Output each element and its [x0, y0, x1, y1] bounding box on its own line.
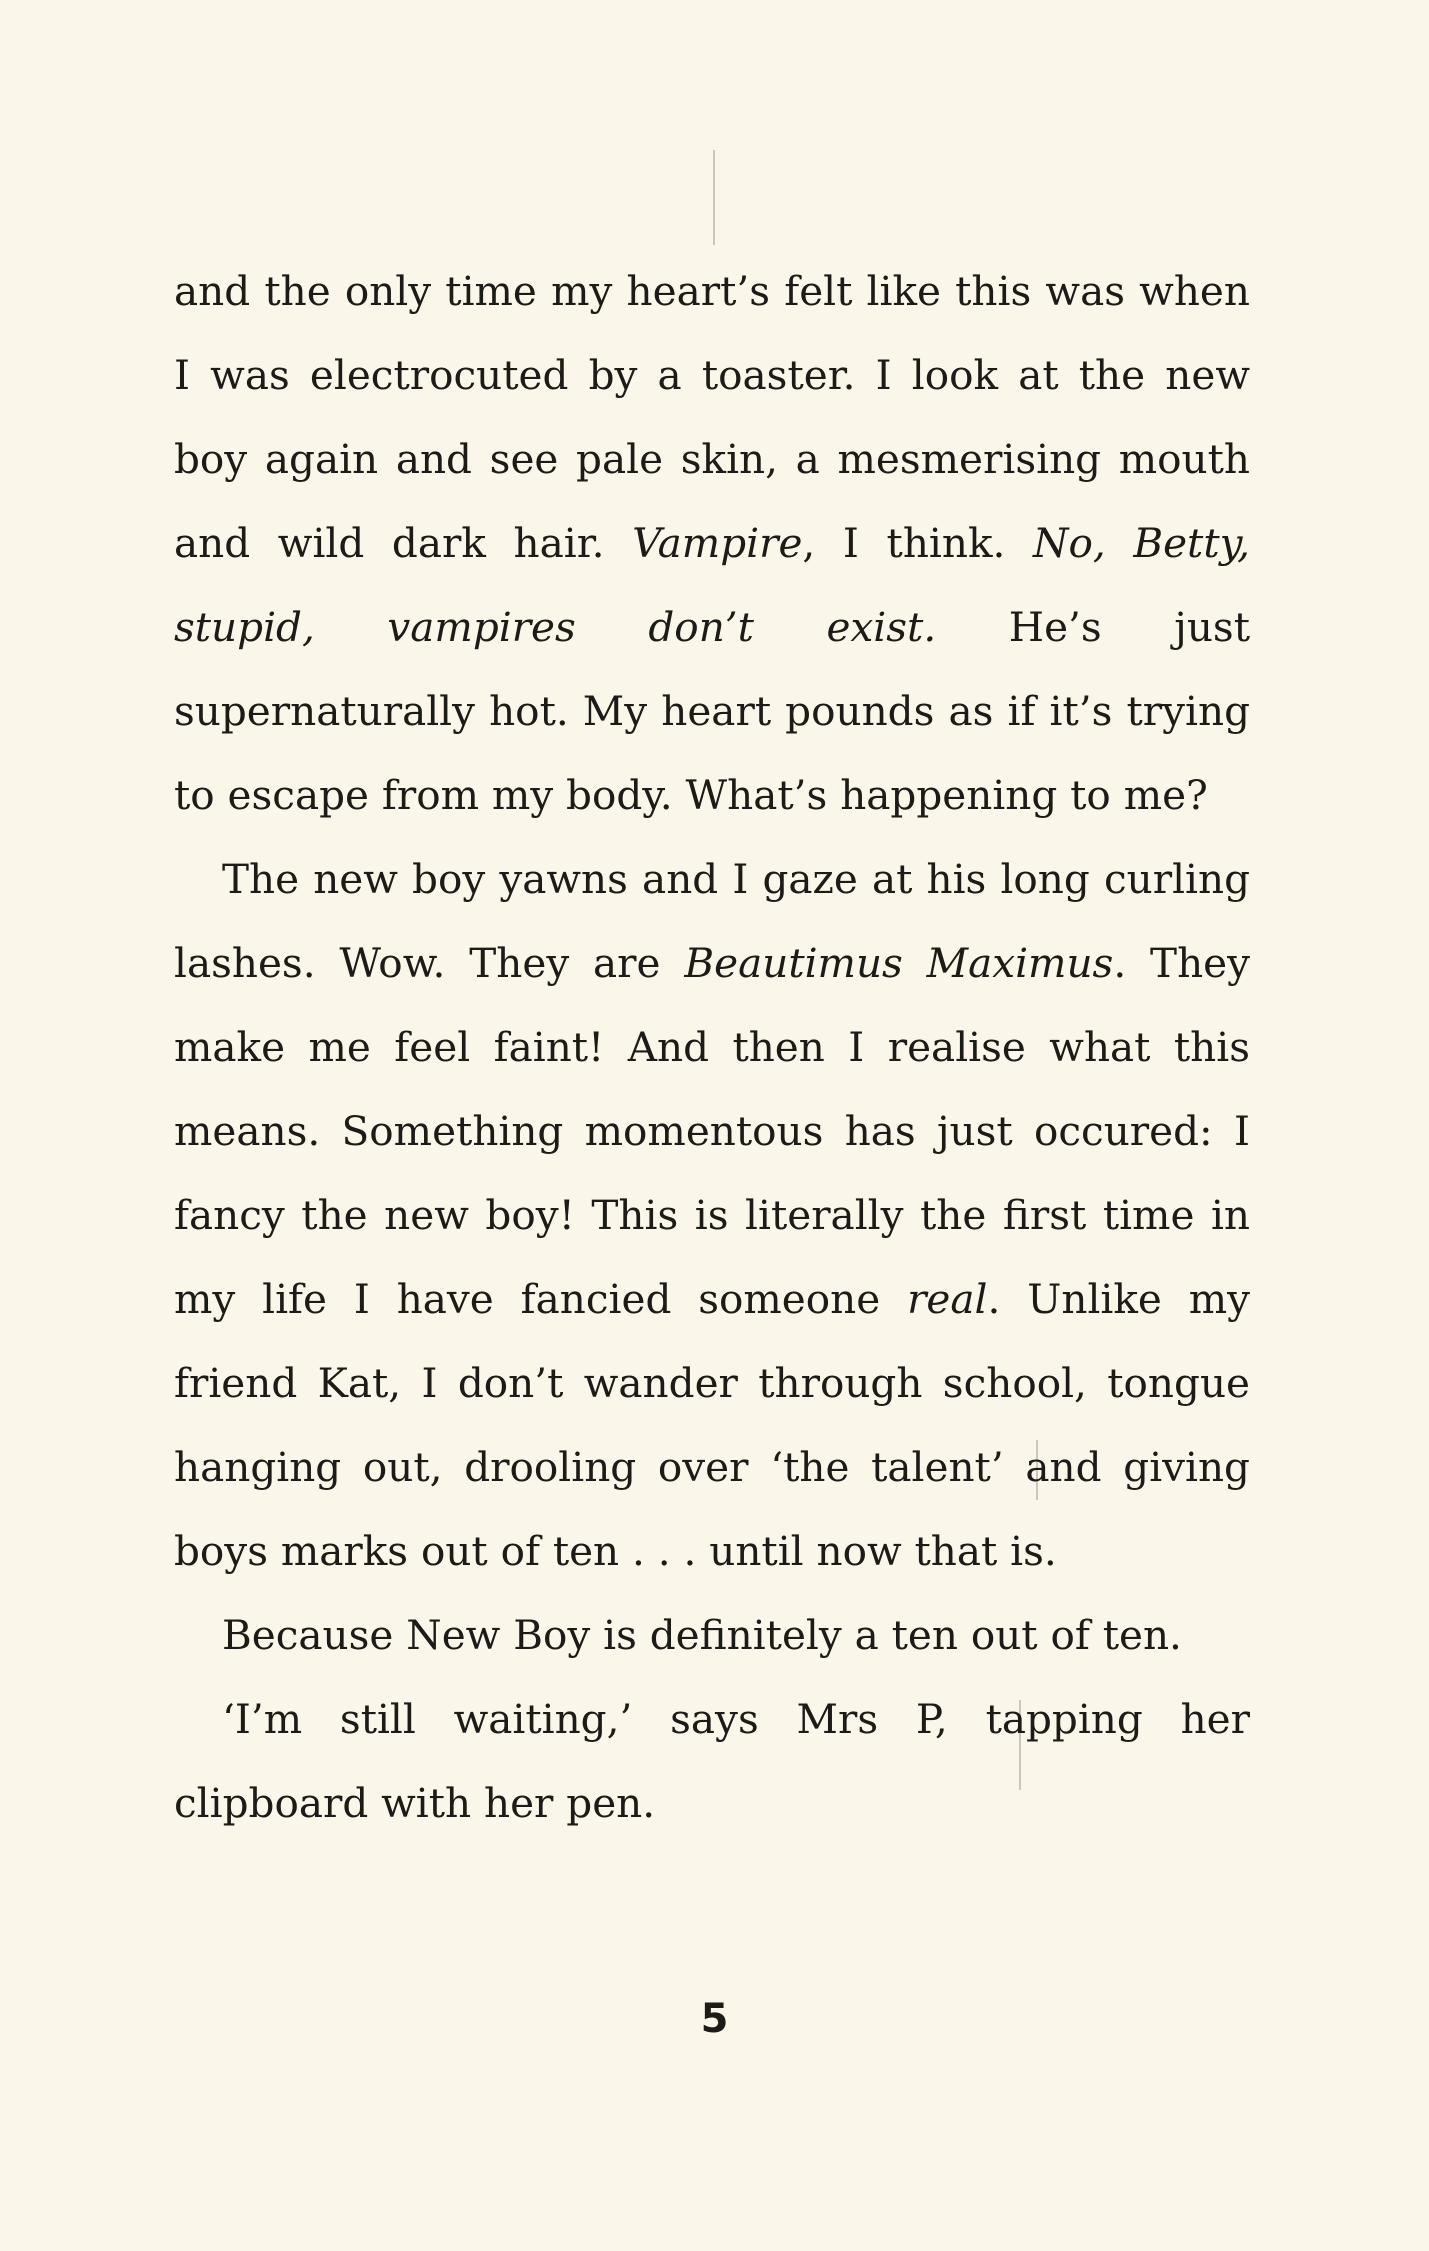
paragraph [174, 1593, 1250, 1677]
text-run: He’s just supernaturally hot. My heart pounds as if it’s trying to escape from my body. What’s happening to me? [174, 603, 1250, 819]
text-run: and the only time my heart’s felt like this was when I was electrocuted by a toaster. I look at the new boy again and see pale skin, a mesmerising mouth and wild dark hair. [174, 267, 1250, 567]
paper-crease [713, 150, 715, 245]
text-run: , I think. [802, 519, 1033, 567]
italic-text-run: No, Betty, stupid, vampires don’t exist. [174, 519, 1250, 651]
body-text [174, 249, 1250, 1845]
italic-text-run: Beautimus Maximus [684, 939, 1114, 987]
paragraph [174, 1677, 1250, 1845]
text-run: . They make me feel faint! And then I realise what this means. Something momentous has just occured: I fancy the new boy! This is literally the first time in my life I have fancied someone [174, 939, 1250, 1323]
paragraph [174, 249, 1250, 837]
italic-text-run: real [907, 1275, 988, 1323]
italic-text-run: Vampire [632, 519, 803, 567]
text-run: The new boy yawns and I gaze at his long curling lashes. Wow. They are [174, 855, 1250, 987]
text-run: ‘I’m still waiting,’ says Mrs P, tapping her clipboard with her pen. [174, 1695, 1250, 1827]
page-number: 5 [700, 1996, 729, 2042]
text-run: . Unlike my friend Kat, I don’t wander through school, tongue hanging out, drooling over ‘the talent’ and giving boys marks out of ten . . . until now that is. [174, 1275, 1250, 1575]
text-run: Because New Boy is definitely a ten out of ten. [222, 1611, 1182, 1659]
paragraph [174, 837, 1250, 1593]
